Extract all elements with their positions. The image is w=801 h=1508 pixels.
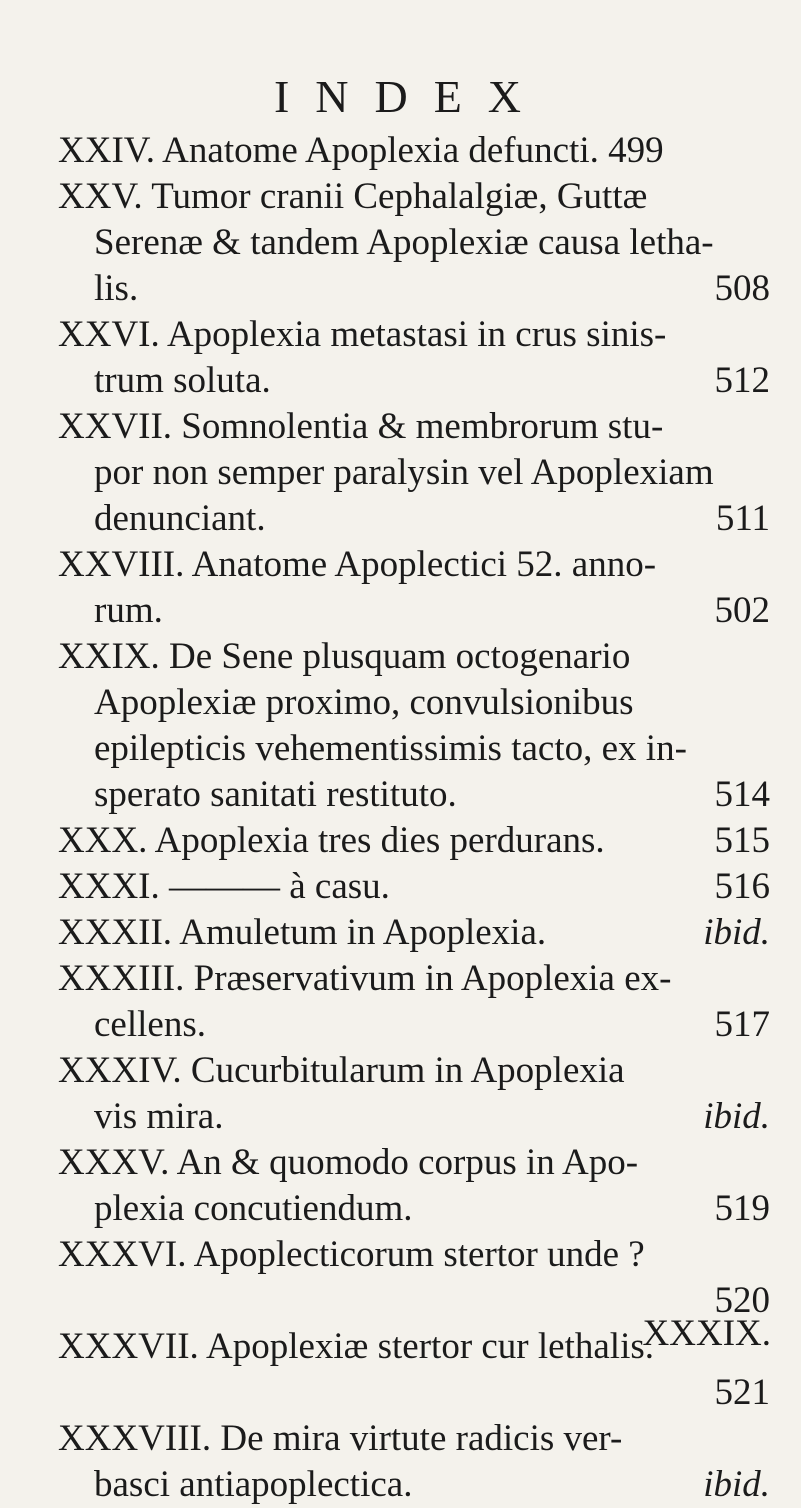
entry-text: rum. bbox=[94, 590, 163, 631]
entry-continuation-line: por non semper paralysin vel Apoplexiam bbox=[94, 452, 714, 493]
index-entry bbox=[58, 1232, 770, 1324]
page-reference: 520 bbox=[714, 1280, 770, 1321]
page-reference: ibid. bbox=[703, 912, 770, 953]
index-entry bbox=[58, 542, 770, 634]
entry-first-line: XXXVIII. De mira virtute radicis ver- bbox=[58, 1418, 623, 1459]
entry-continuation-line bbox=[58, 1094, 770, 1140]
entry-continuation-line bbox=[58, 1002, 770, 1048]
page-reference: 516 bbox=[714, 866, 770, 907]
entry-continuation-line bbox=[58, 1370, 770, 1416]
entry-first-line bbox=[58, 910, 770, 956]
entry-text: sperato sanitati restituto. bbox=[94, 774, 457, 815]
index-entry bbox=[58, 404, 770, 542]
entry-text: XXX. Apoplexia tres dies perdurans. bbox=[58, 820, 605, 861]
page-reference: 508 bbox=[714, 268, 770, 309]
entry-first-line: XXVIII. Anatome Apoplectici 52. anno- bbox=[58, 544, 657, 585]
page-reference: 511 bbox=[715, 498, 770, 539]
page-reference: 519 bbox=[714, 1188, 770, 1229]
entry-text: XXXII. Amuletum in Apoplexia. bbox=[58, 912, 547, 953]
entry-continuation-line bbox=[58, 266, 770, 312]
entry-text: trum soluta. bbox=[94, 360, 271, 401]
index-entry bbox=[58, 1048, 770, 1140]
page-reference: 517 bbox=[714, 1004, 770, 1045]
entry-text: basci antiapoplectica. bbox=[94, 1464, 413, 1505]
entry-continuation-line bbox=[58, 496, 770, 542]
entry-first-line: XXXIII. Præservativum in Apoplexia ex- bbox=[58, 958, 672, 999]
entry-first-line: XXVII. Somnolentia & membrorum stu- bbox=[58, 406, 664, 447]
page-reference: 502 bbox=[714, 590, 770, 631]
index-entry bbox=[58, 634, 770, 818]
entry-text: XXXI. ——— à casu. bbox=[58, 866, 390, 907]
entry-first-line: XXVI. Apoplexia metastasi in crus sinis- bbox=[58, 314, 667, 355]
page-reference: 521 bbox=[714, 1372, 770, 1413]
catchword: XXXIX. bbox=[642, 1313, 771, 1354]
index-entry bbox=[58, 864, 770, 910]
entry-text: plexia concutiendum. bbox=[94, 1188, 413, 1229]
entry-continuation-line bbox=[58, 1186, 770, 1232]
entry-text: lis. bbox=[94, 268, 139, 309]
entry-continuation-line bbox=[58, 772, 770, 818]
index-entry bbox=[58, 174, 770, 312]
entry-first-line: XXXVII. Apoplexiæ stertor cur lethalis. bbox=[58, 1326, 654, 1367]
entry-continuation-line bbox=[58, 588, 770, 634]
index-entry bbox=[58, 910, 770, 956]
index-entry bbox=[58, 312, 770, 404]
index-entry bbox=[58, 956, 770, 1048]
entry-text: cellens. bbox=[94, 1004, 206, 1045]
index-entry bbox=[58, 128, 770, 174]
page-reference: 515 bbox=[714, 820, 770, 861]
entry-continuation-line: epilepticis vehementissimis tacto, ex in- bbox=[94, 728, 687, 769]
entry-first-line: XXXVI. Apoplecticorum stertor unde ? bbox=[58, 1234, 645, 1275]
entry-first-line: XXIX. De Sene plusquam octogenario bbox=[58, 636, 631, 677]
entry-continuation-line bbox=[58, 358, 770, 404]
entry-first-line: XXXV. An & quomodo corpus in Apo- bbox=[58, 1142, 639, 1183]
entry-first-line: XXV. Tumor cranii Cephalalgiæ, Guttæ bbox=[58, 176, 648, 217]
entry-continuation-line: Apoplexiæ proximo, convulsionibus bbox=[94, 682, 634, 723]
index-entries bbox=[58, 128, 770, 1508]
entry-first-line: XXXIV. Cucurbitularum in Apoplexia bbox=[58, 1050, 625, 1091]
entry-first-line bbox=[58, 864, 770, 910]
entry-text: vis mira. bbox=[94, 1096, 224, 1137]
entry-continuation-line: Serenæ & tandem Apoplexiæ causa letha- bbox=[94, 222, 714, 263]
page-reference: ibid. bbox=[703, 1096, 770, 1137]
entry-first-line: XXIV. Anatome Apoplexia defuncti. 499 bbox=[58, 130, 664, 171]
page-reference: ibid. bbox=[703, 1464, 770, 1505]
index-entry bbox=[58, 1416, 770, 1508]
index-entry bbox=[58, 1140, 770, 1232]
entry-continuation-line bbox=[58, 1462, 770, 1508]
page-reference: 512 bbox=[714, 360, 770, 401]
entry-text: denunciant. bbox=[94, 498, 266, 539]
entry-first-line bbox=[58, 818, 770, 864]
page-reference: 514 bbox=[714, 774, 770, 815]
index-entry bbox=[58, 818, 770, 864]
page-title: INDEX bbox=[273, 71, 548, 122]
